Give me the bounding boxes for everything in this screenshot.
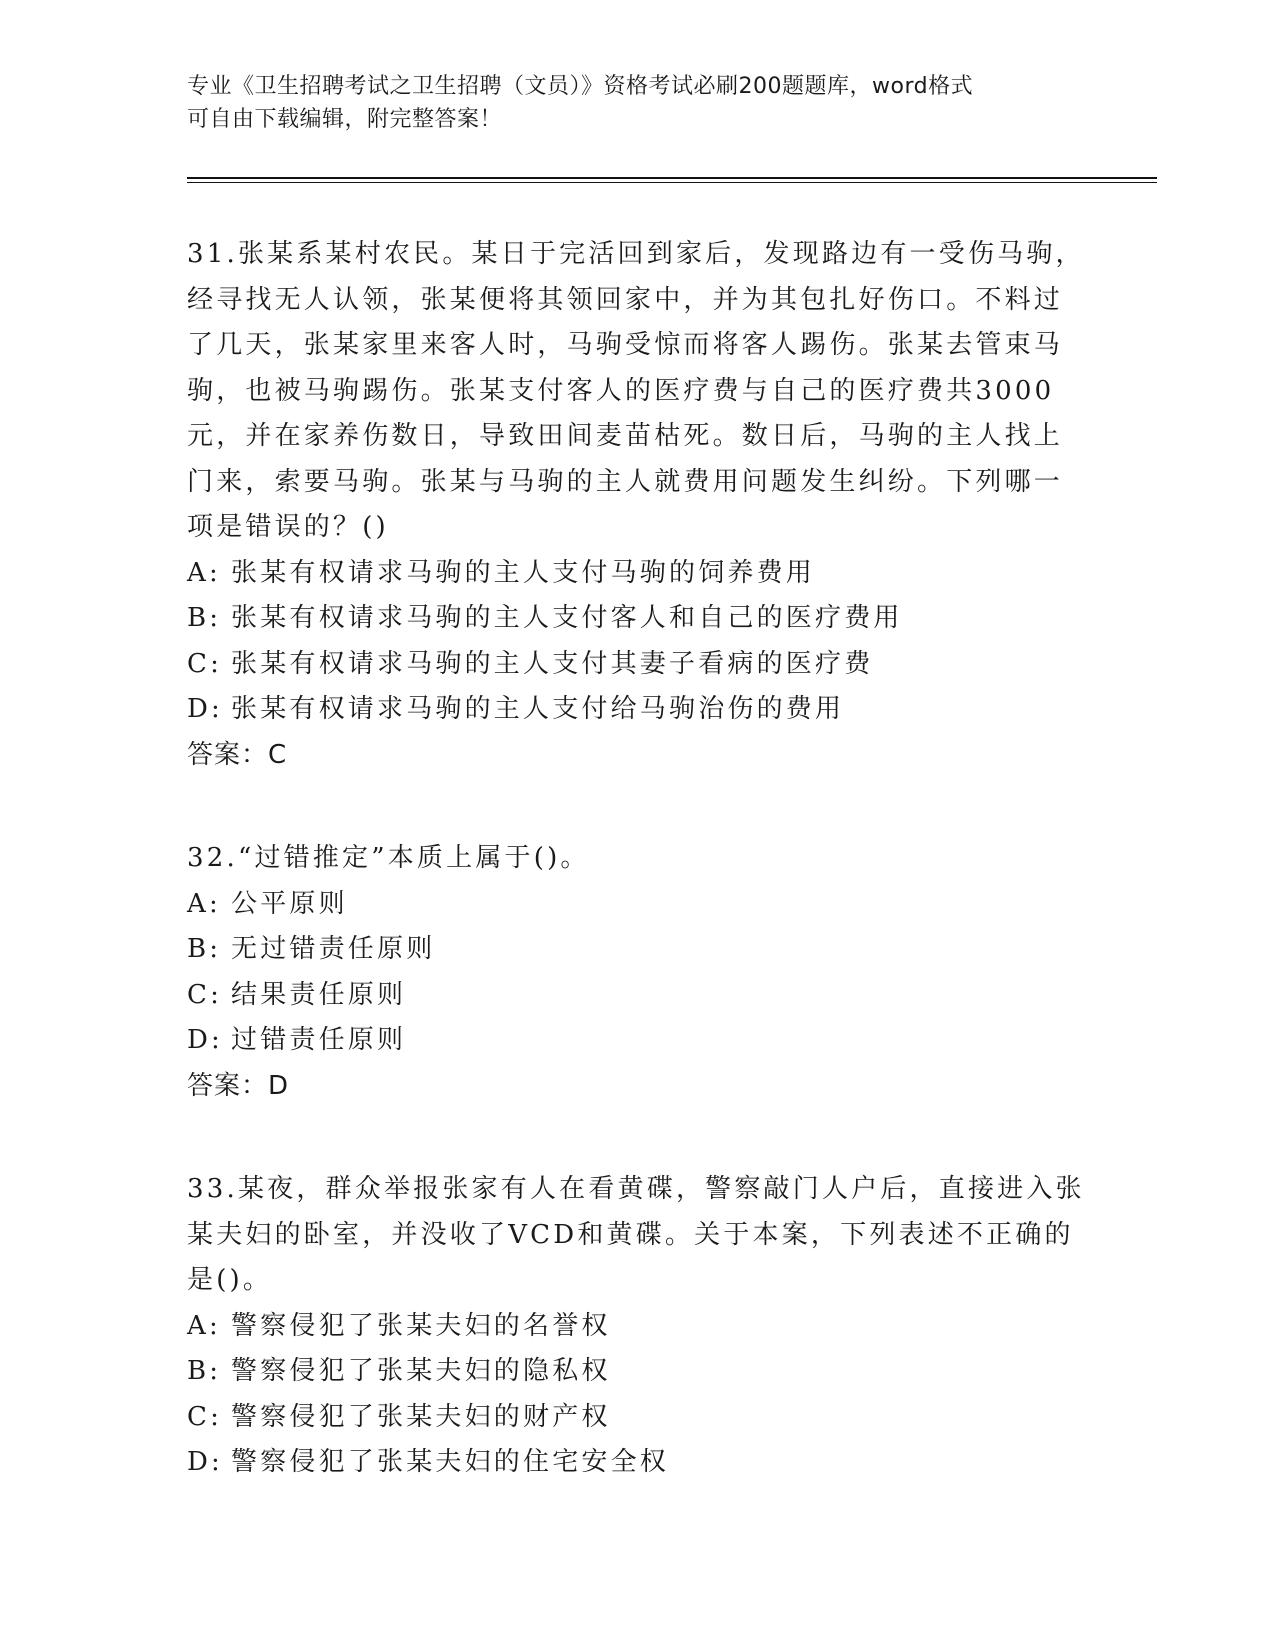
option-letter: D: [187,1025,224,1055]
question-stem: 某夜，群众举报张家有人在看黄碟，警察敲门人户后，直接进入张某夫妇的卧室，并没收了VCD和黄碟。关于本案，下列表述不正确的是()。 [187,1174,1085,1295]
option-text: 张某有权请求马驹的主人支付给马驹治伤的费用 [231,694,845,724]
option-text: 无过错责任原则 [231,934,436,964]
option-letter: A: [187,1310,221,1341]
header-line-2: 可自由下载编辑，附完整答案！ [187,107,503,132]
answer-line [187,733,1087,779]
question-text [187,232,1087,551]
answer-label: 答案： [187,1070,269,1101]
option-c [187,642,1087,688]
header-rule-thin [187,182,1157,183]
answer-label: 答案： [187,739,269,770]
option-text: 结果责任原则 [231,979,407,1010]
option-text: 张某有权请求马驹的主人支付马驹的饲养费用 [231,557,816,588]
question-number: 32. [187,843,238,873]
option-letter: B: [187,1356,222,1386]
question-33 [187,1167,1087,1486]
page-header [187,70,1067,136]
option-text: 警察侵犯了张某夫妇的名誉权 [231,1310,611,1341]
option-b [187,927,1087,973]
option-letter: C: [187,1401,223,1432]
question-list [187,232,1087,1544]
option-letter: D: [187,1447,224,1477]
option-a [187,551,1087,597]
question-text [187,836,1087,882]
option-a [187,882,1087,928]
answer-value: C [268,739,288,770]
question-32 [187,836,1087,1109]
option-d [187,1440,1087,1486]
option-b [187,1349,1087,1395]
option-text: 张某有权请求马驹的主人支付其妻子看病的医疗费 [231,648,874,679]
question-stem: 张某系某村农民。某日于完活回到家后，发现路边有一受伤马驹，经寻找无人认领，张某便将其领回家中，并为其包扎好伤口。不料过了几天，张某家里来客人时，马驹受惊而将客人踢伤。张某去管束马驹，也被马驹踢伤。张某支付客人的医疗费与自己的医疗费共3000元，并在家养伤数日，导致田间麦苗枯死。数日后，马驹的主人找上门来，索要马驹。张某与马驹的主人就费用问题发生纠纷。下列哪一项是错误的？() [187,239,1085,542]
option-letter: C: [187,979,223,1010]
option-d [187,687,1087,733]
header-rule-thick [187,177,1157,179]
option-letter: A: [187,888,221,919]
question-number: 31. [187,239,238,269]
option-letter: B: [187,934,222,964]
option-b [187,596,1087,642]
option-text: 警察侵犯了张某夫妇的住宅安全权 [231,1447,670,1477]
option-text: 警察侵犯了张某夫妇的隐私权 [231,1356,611,1386]
option-letter: B: [187,603,222,633]
option-letter: D: [187,694,224,724]
option-letter: C: [187,648,223,679]
option-text: 张某有权请求马驹的主人支付客人和自己的医疗费用 [231,603,903,633]
answer-line [187,1064,1087,1110]
question-31 [187,232,1087,778]
option-c [187,973,1087,1019]
header-line-1: 专业《卫生招聘考试之卫生招聘（文员）》资格考试必刷200题题库，word格式 [187,74,974,99]
option-text: 过错责任原则 [231,1025,407,1055]
question-number: 33. [187,1174,238,1204]
option-d [187,1018,1087,1064]
question-stem: “过错推定”本质上属于()。 [237,843,590,873]
option-text: 警察侵犯了张某夫妇的财产权 [231,1401,611,1432]
option-c [187,1395,1087,1441]
option-a [187,1304,1087,1350]
question-text [187,1167,1087,1304]
answer-value: D [268,1070,290,1101]
option-letter: A: [187,557,221,588]
option-text: 公平原则 [231,888,348,919]
